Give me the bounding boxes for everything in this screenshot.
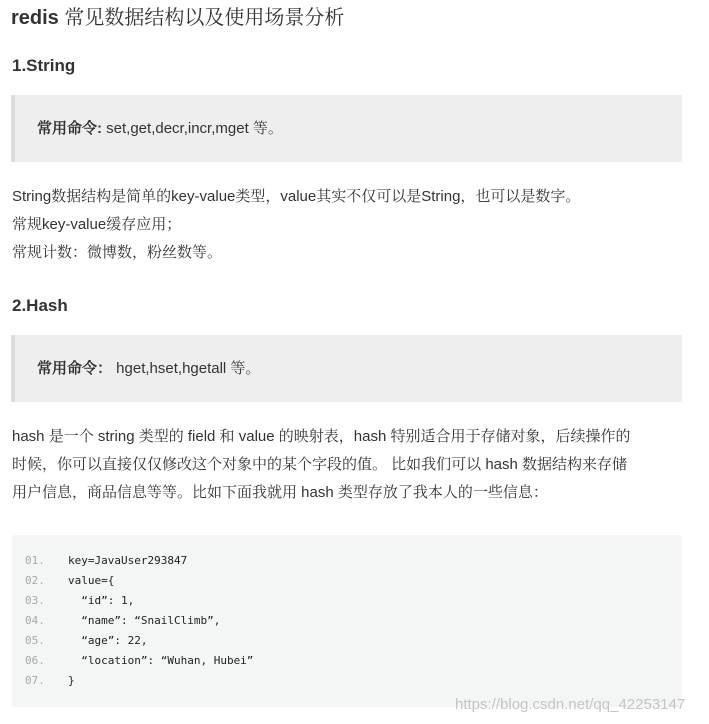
code-line (12, 611, 682, 631)
code-text: key=JavaUser293847 (68, 554, 188, 567)
quote-content (37, 359, 260, 379)
code-line (12, 551, 682, 571)
line-number: 06. (25, 654, 45, 667)
quote-label: 常用命令: (37, 120, 102, 137)
paragraph-line: 常规key-value缓存应用； (12, 216, 182, 233)
title-text: 常见数据结构以及使用场景分析 (58, 7, 345, 29)
line-number: 04. (25, 614, 45, 627)
code-line (12, 591, 682, 611)
code-line (12, 671, 682, 691)
article-title (11, 5, 344, 31)
quote-commands: set,get,decr,incr,mget 等。 (102, 120, 283, 137)
code-text: “id”: 1, (68, 594, 135, 607)
paragraph-line: 常规计数：微博数，粉丝数等。 (12, 244, 223, 261)
command-quote-string (11, 95, 682, 162)
paragraph-line: hash 是一个 string 类型的 field 和 value 的映射表，hash 特别适合用于存储对象，后续操作的 (12, 428, 631, 445)
code-text: “age”: 22, (68, 634, 148, 647)
quote-content (37, 119, 283, 139)
quote-commands: hget,hset,hgetall 等。 (112, 360, 261, 377)
line-number: 02. (25, 574, 45, 587)
section-heading-hash: 2.Hash (12, 296, 68, 315)
paragraph-line: String数据结构是简单的key-value类型，value其实不仅可以是String，也可以是数字。 (12, 188, 581, 205)
line-number: 07. (25, 674, 45, 687)
section-heading-string: 1.String (12, 56, 76, 75)
code-line (12, 631, 682, 651)
quote-label: 常用命令： (37, 360, 113, 377)
line-number: 03. (25, 594, 45, 607)
line-number: 01. (25, 554, 45, 567)
title-keyword: redis (11, 7, 59, 29)
watermark-url: https://blog.csdn.net/qq_42253147 (455, 696, 686, 713)
command-quote-hash (11, 335, 682, 402)
code-text: “name”: “SnailClimb”, (68, 614, 221, 627)
code-text: } (68, 674, 75, 687)
code-text: value={ (68, 574, 115, 587)
code-text: “location”: “Wuhan, Hubei” (68, 654, 254, 667)
code-line (12, 571, 682, 591)
code-line (12, 651, 682, 671)
paragraph-line: 用户信息，商品信息等等。比如下面我就用 hash 类型存放了我本人的一些信息： (12, 484, 548, 501)
code-block[interactable] (12, 535, 682, 707)
line-number: 05. (25, 634, 45, 647)
paragraph-line: 时候，你可以直接仅仅修改这个对象中的某个字段的值。 比如我们可以 hash 数据结构来存储 (12, 456, 628, 473)
